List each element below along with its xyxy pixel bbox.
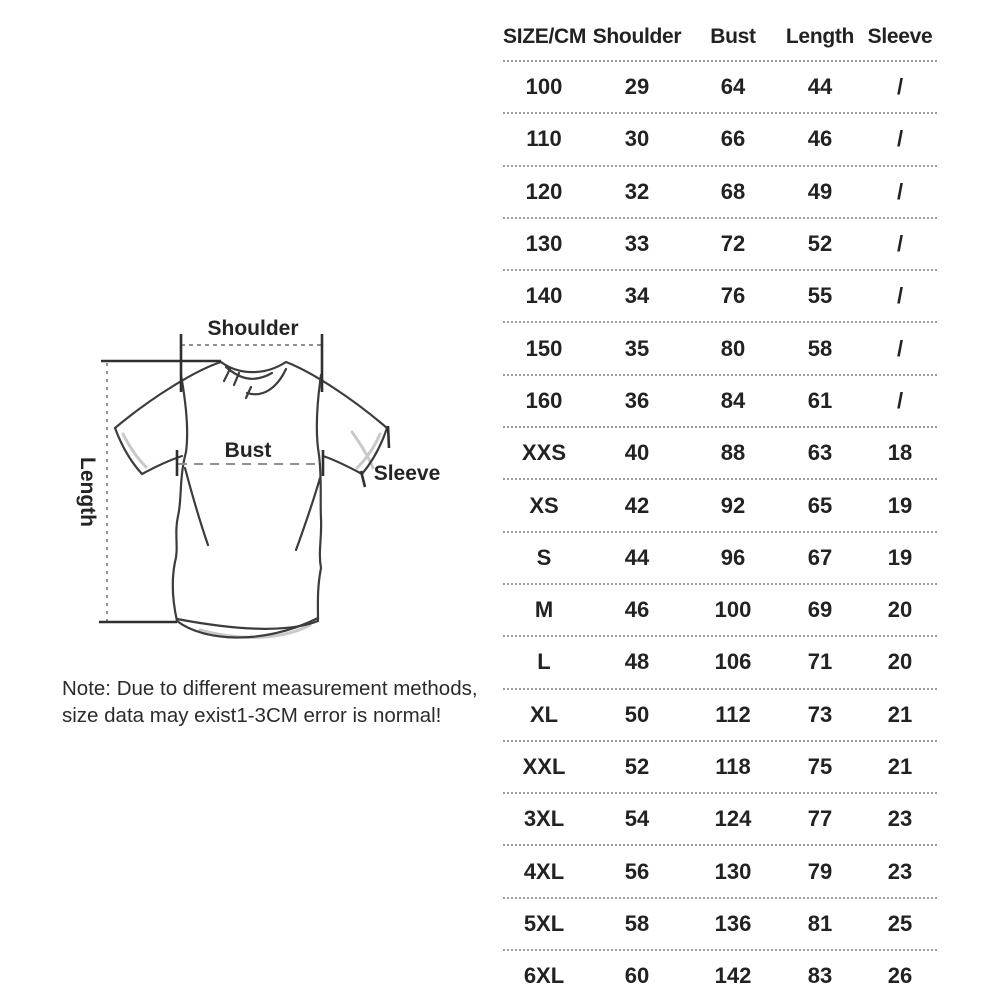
size-table <box>503 14 937 1000</box>
cell-shoulder: 54 <box>624 806 650 832</box>
cell-sleeve: 25 <box>887 910 913 936</box>
cell-shoulder: 48 <box>624 649 650 675</box>
cell-bust: 106 <box>714 649 752 675</box>
cell-shoulder: 29 <box>624 74 650 100</box>
cell-length: 77 <box>807 806 833 832</box>
cell-size: 4XL <box>523 858 565 884</box>
cell-bust: 84 <box>720 387 746 413</box>
cell-bust: 88 <box>720 440 746 466</box>
cell-shoulder: 56 <box>624 858 650 884</box>
table-row <box>503 794 937 846</box>
cell-sleeve: / <box>896 74 904 100</box>
header-bust: Bust <box>710 25 756 48</box>
header-length: Length <box>785 25 855 48</box>
table-row <box>503 846 937 898</box>
cell-length: 61 <box>807 387 833 413</box>
table-row <box>503 167 937 219</box>
cell-sleeve: / <box>896 231 904 257</box>
cell-size: XXL <box>522 754 566 779</box>
cell-sleeve: 20 <box>887 597 913 623</box>
cell-length: 81 <box>807 910 833 936</box>
cell-length: 83 <box>807 963 833 989</box>
bust-label: Bust <box>224 439 272 462</box>
cell-shoulder: 36 <box>624 387 650 413</box>
table-row <box>503 742 937 794</box>
table-row <box>503 323 937 375</box>
cell-size: 3XL <box>523 806 565 832</box>
note-line-2: size data may exist1-3CM error is normal! <box>62 704 442 727</box>
cell-bust: 136 <box>714 910 752 936</box>
length-label: Length <box>76 457 99 527</box>
cell-bust: 100 <box>714 597 752 623</box>
cell-length: 44 <box>807 74 833 100</box>
header-sleeve: Sleeve <box>867 25 933 48</box>
cell-length: 46 <box>807 126 833 152</box>
cell-shoulder: 35 <box>624 335 650 361</box>
table-row <box>503 428 937 480</box>
cell-sleeve: 21 <box>887 754 913 779</box>
table-row <box>503 690 937 742</box>
cell-bust: 68 <box>720 178 746 204</box>
cell-length: 69 <box>807 597 833 623</box>
cell-shoulder: 50 <box>624 701 650 727</box>
cell-length: 58 <box>807 335 833 361</box>
table-row <box>503 951 937 1000</box>
table-row <box>503 114 937 166</box>
cell-bust: 76 <box>720 283 746 309</box>
cell-bust: 96 <box>720 544 746 570</box>
cell-bust: 142 <box>714 963 752 989</box>
cell-size: 150 <box>525 335 563 361</box>
cell-sleeve: 23 <box>887 858 913 884</box>
cell-size: 140 <box>525 283 563 309</box>
cell-size: 6XL <box>523 963 565 989</box>
cell-bust: 130 <box>714 858 752 884</box>
cell-size: XXS <box>521 440 567 466</box>
cell-size: XL <box>529 701 559 727</box>
cell-sleeve: 23 <box>887 806 913 832</box>
table-row <box>503 376 937 428</box>
table-row <box>503 62 937 114</box>
cell-sleeve: 21 <box>887 701 913 727</box>
cell-length: 49 <box>807 178 833 204</box>
header-shoulder: Shoulder <box>592 25 682 48</box>
cell-bust: 64 <box>720 74 746 100</box>
cell-shoulder: 33 <box>624 231 650 257</box>
cell-sleeve: / <box>896 283 904 309</box>
cell-bust: 72 <box>720 231 746 257</box>
cell-shoulder: 52 <box>624 754 650 779</box>
tshirt-outline <box>115 362 387 638</box>
cell-shoulder: 58 <box>624 910 650 936</box>
cell-length: 52 <box>807 231 833 257</box>
table-row <box>503 271 937 323</box>
cell-shoulder: 46 <box>624 597 650 623</box>
size-table-body <box>503 62 937 1000</box>
table-row <box>503 585 937 637</box>
table-row <box>503 219 937 271</box>
cell-sleeve: 26 <box>887 963 913 989</box>
cell-size: 100 <box>525 74 563 100</box>
size-table-header <box>503 14 937 62</box>
cell-sleeve: / <box>896 335 904 361</box>
cell-shoulder: 32 <box>624 178 650 204</box>
measurement-note <box>62 675 478 729</box>
cell-length: 79 <box>807 858 833 884</box>
cell-size: 110 <box>526 126 562 152</box>
table-row <box>503 637 937 689</box>
measurement-dashed-lines <box>107 345 322 621</box>
cell-bust: 118 <box>715 754 751 779</box>
cell-length: 55 <box>807 283 833 309</box>
cell-bust: 112 <box>715 701 751 727</box>
cell-shoulder: 44 <box>624 544 650 570</box>
cell-sleeve: 20 <box>887 649 913 675</box>
cell-shoulder: 30 <box>624 126 650 152</box>
cell-sleeve: / <box>896 126 904 152</box>
table-row <box>503 533 937 585</box>
table-row <box>503 899 937 951</box>
cell-size: L <box>537 649 551 675</box>
cell-size: M <box>534 597 554 623</box>
header-size: SIZE/CM <box>503 25 587 48</box>
cell-shoulder: 34 <box>624 283 650 309</box>
cell-length: 75 <box>807 754 833 779</box>
cell-shoulder: 42 <box>624 492 650 518</box>
cell-length: 73 <box>807 701 833 727</box>
cell-sleeve: 18 <box>887 440 913 466</box>
cell-bust: 92 <box>720 492 746 518</box>
cell-shoulder: 60 <box>624 963 650 989</box>
cell-size: 5XL <box>523 910 565 936</box>
cell-length: 65 <box>807 492 833 518</box>
cell-size: S <box>536 544 552 570</box>
cell-size: 130 <box>525 231 563 257</box>
cell-length: 63 <box>807 440 833 466</box>
cell-sleeve: / <box>896 178 904 204</box>
cell-size: 120 <box>525 178 563 204</box>
cell-sleeve: 19 <box>887 492 913 518</box>
cell-sleeve: 19 <box>887 544 913 570</box>
cell-sleeve: / <box>896 387 904 413</box>
cell-size: XS <box>529 492 559 518</box>
cell-length: 67 <box>807 544 833 570</box>
cell-bust: 80 <box>720 335 746 361</box>
shoulder-label: Shoulder <box>207 317 299 340</box>
cell-bust: 124 <box>714 806 752 832</box>
cell-shoulder: 40 <box>624 440 650 466</box>
cell-length: 71 <box>807 649 833 675</box>
cell-size: 160 <box>525 387 563 413</box>
table-row <box>503 480 937 532</box>
note-line-1: Note: Due to different measurement methods, <box>62 677 478 700</box>
sleeve-label: Sleeve <box>373 462 441 485</box>
cell-bust: 66 <box>720 126 746 152</box>
